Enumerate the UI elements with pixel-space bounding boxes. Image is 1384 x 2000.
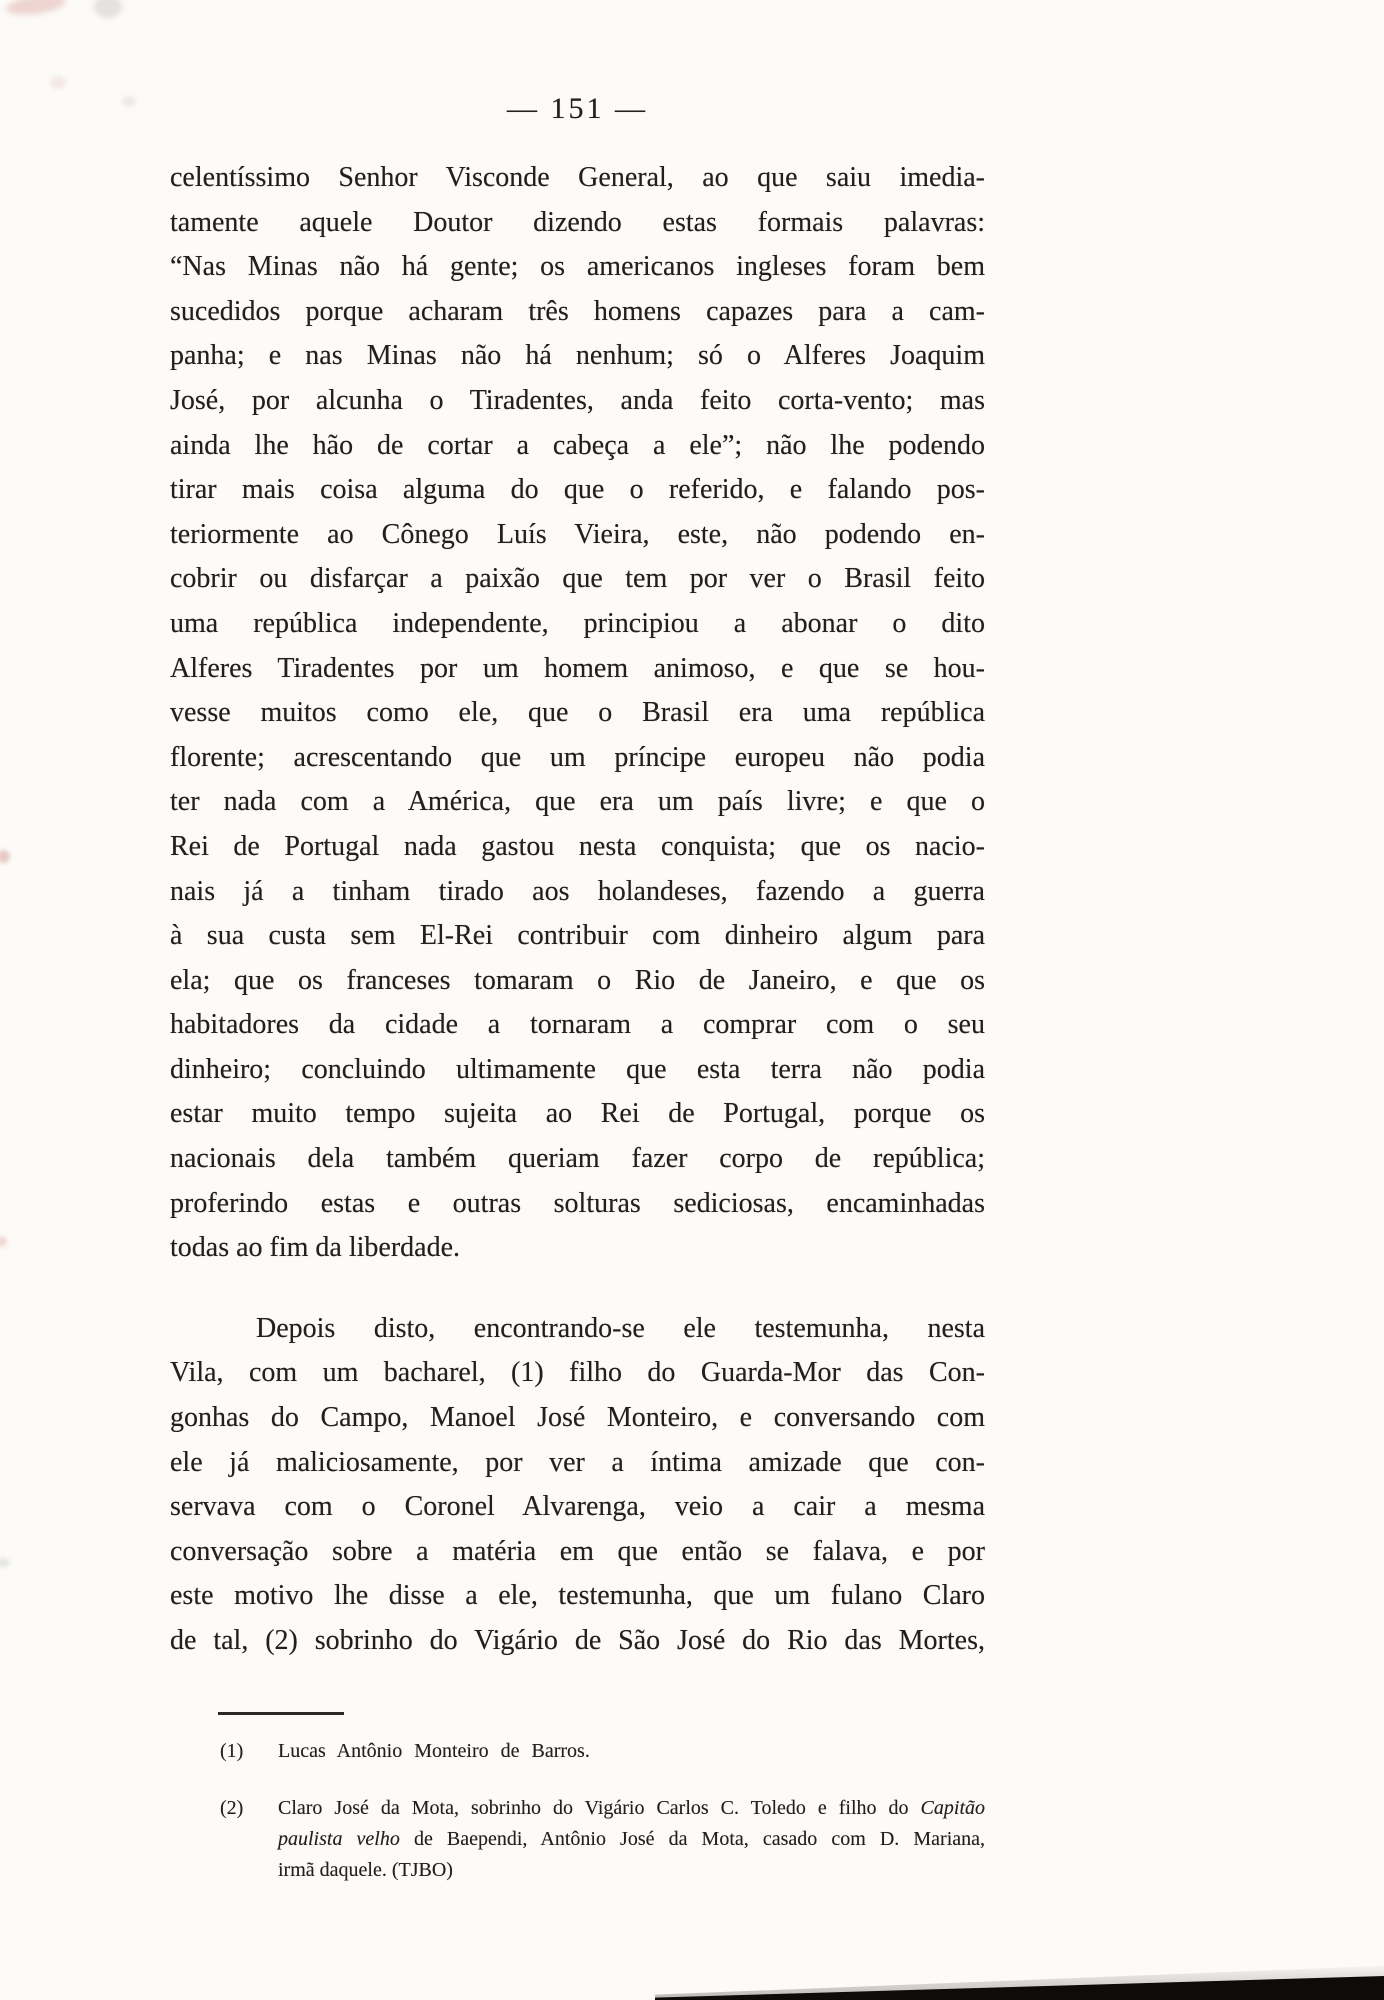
text-line: estar muito tempo sujeita ao Rei de Portugal, porque os: [170, 1098, 985, 1130]
text-line: florente; acrescentando que um príncipe europeu não podia: [170, 741, 985, 773]
scan-smudge: [50, 76, 66, 89]
text-line: teriormente ao Cônego Luís Vieira, este, não podendo en-: [170, 518, 985, 550]
text-line: irmã daquele. (TJBO): [278, 1859, 453, 1881]
text-line: habitadores da cidade a tornaram a comprar com o seu: [170, 1009, 985, 1041]
text-line: nais já a tinham tirado aos holandeses, fazendo a guerra: [170, 875, 985, 907]
footnote-separator-rule: [218, 1712, 344, 1715]
text-line: panha; e nas Minas não há nenhum; só o Alferes Joaquim: [170, 340, 985, 372]
footnotes: [220, 1736, 985, 1886]
text-line: ainda lhe hão de cortar a cabeça a ele”; não lhe podendo: [170, 429, 985, 461]
text-line: nacionais dela também queriam fazer corpo de república;: [170, 1143, 985, 1175]
footnote-marker: (1): [220, 1740, 244, 1762]
text-line: “Nas Minas não há gente; os americanos ingleses foram bem: [170, 251, 985, 283]
text-line: José, por alcunha o Tiradentes, anda feito corta-vento; mas: [170, 384, 985, 416]
text-line: servava com o Coronel Alvarenga, veio a cair a mesma: [170, 1491, 985, 1523]
scan-edge-mark: [0, 850, 10, 863]
text-line: Lucas Antônio Monteiro de Barros.: [278, 1740, 590, 1762]
text-line: ele já maliciosamente, por ver a íntima amizade que con-: [170, 1446, 985, 1478]
text-line: de tal, (2) sobrinho do Vigário de São José do Rio das Mortes,: [170, 1625, 985, 1656]
scan-smudge: [94, 0, 122, 18]
footnote-marker: (2): [220, 1797, 244, 1819]
paragraph-2: [170, 1307, 985, 1664]
text-line: conversação sobre a matéria em que então se falava, e por: [170, 1535, 985, 1567]
scan-bottom-edge-bar: [655, 1970, 1384, 2000]
text-line: Claro José da Mota, sobrinho do Vigário Carlos C. Toledo e filho do Capitão: [278, 1797, 985, 1819]
text-line: dinheiro; concluindo ultimamente que esta terra não podia: [170, 1053, 985, 1085]
text-line: ela; que os franceses tomaram o Rio de Janeiro, e que os: [170, 964, 985, 996]
text-line: tirar mais coisa alguma do que o referido, e falando pos-: [170, 474, 985, 506]
text-line: Depois disto, encontrando-se ele testemunha, nesta: [256, 1312, 985, 1344]
text-line: Alferes Tiradentes por um homem animoso, e que se hou-: [170, 652, 985, 684]
scan-edge-mark: [0, 1558, 10, 1567]
text-line: tamente aquele Doutor dizendo estas formais palavras:: [170, 206, 985, 238]
footnote-2: [220, 1793, 985, 1886]
text-line: paulista velho de Baependi, Antônio José da Mota, casado com D. Mariana,: [278, 1828, 985, 1850]
scan-smudge: [5, 0, 67, 18]
text-line: Rei de Portugal nada gastou nesta conquista; que os nacio-: [170, 830, 985, 862]
text-line: à sua custa sem El-Rei contribuir com dinheiro algum para: [170, 920, 985, 952]
footnote-1: [220, 1736, 985, 1767]
footnote-text: [278, 1793, 985, 1886]
scan-smudge: [122, 96, 136, 107]
text-line: proferindo estas e outras solturas sediciosas, encaminhadas: [170, 1187, 985, 1219]
text-line: ter nada com a América, que era um país livre; e que o: [170, 786, 985, 818]
body-text: [170, 156, 985, 1664]
text-line: celentíssimo Senhor Visconde General, ao que saiu imedia-: [170, 162, 985, 193]
text-line: vesse muitos como ele, que o Brasil era uma república: [170, 697, 985, 729]
scan-edge-mark: [0, 1236, 7, 1247]
text-line: sucedidos porque acharam três homens capazes para a cam-: [170, 295, 985, 327]
text-line: este motivo lhe disse a ele, testemunha, que um fulano Claro: [170, 1580, 985, 1612]
scan-bottom-shadow: [655, 1962, 1384, 2000]
text-line: Vila, com um bacharel, (1) filho do Guarda-Mor das Con-: [170, 1357, 985, 1389]
text-line: gonhas do Campo, Manoel José Monteiro, e conversando com: [170, 1402, 985, 1434]
text-line: todas ao fim da liberdade.: [170, 1232, 461, 1264]
text-line: uma república independente, principiou a abonar o dito: [170, 607, 985, 639]
page-number: — 151 —: [507, 92, 648, 125]
footnote-text: [278, 1736, 985, 1767]
paragraph-1: [170, 156, 985, 1271]
text-line: cobrir ou disfarçar a paixão que tem por ver o Brasil feito: [170, 563, 985, 595]
